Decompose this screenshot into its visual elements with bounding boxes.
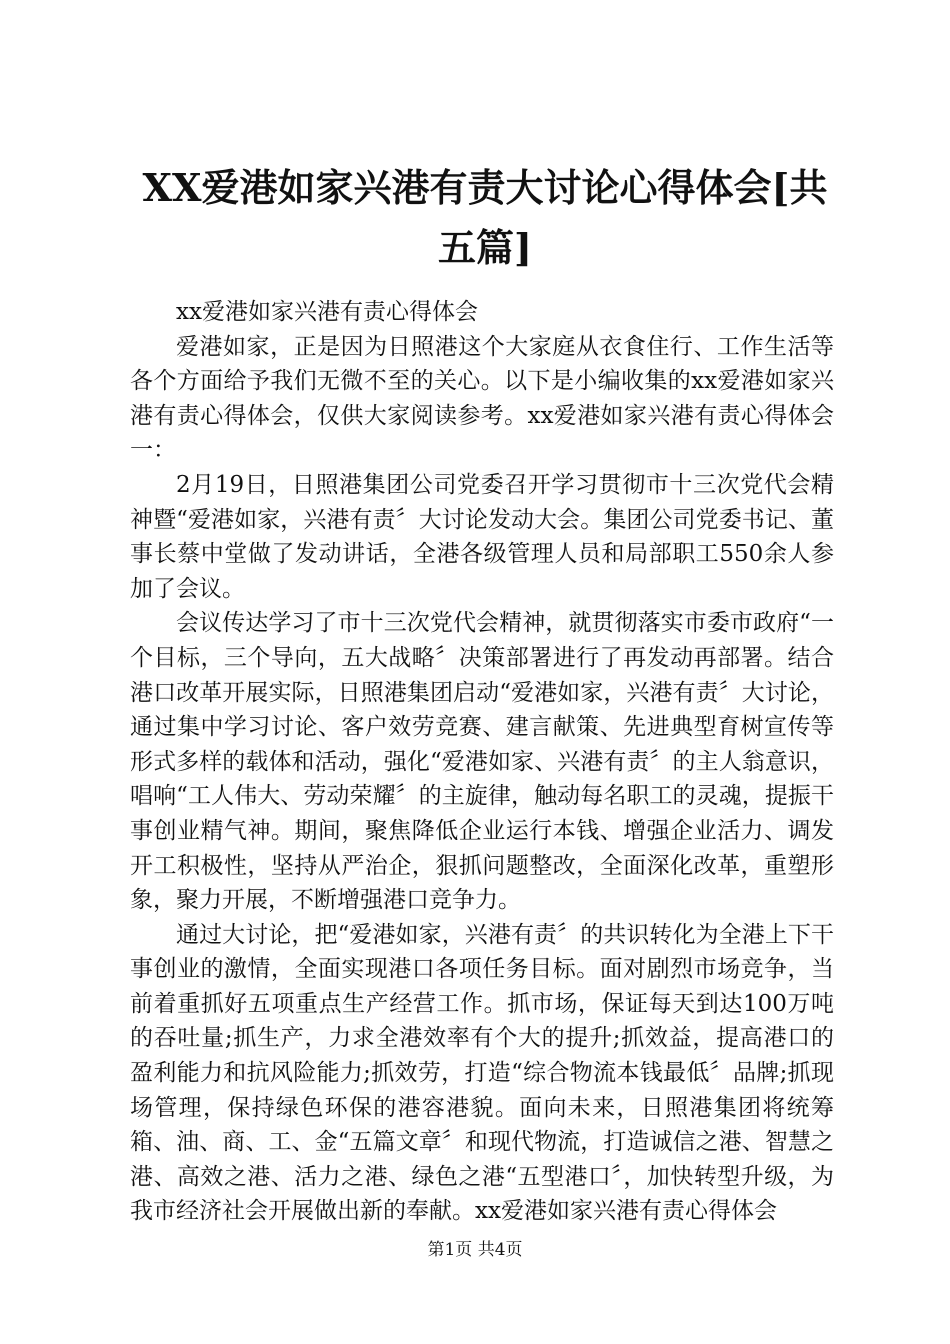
discussion-paragraph: 通过大讨论，把“爱港如家，兴港有责〞的共识转化为全港上下干事创业的激情，全面实现港口各项任务目标。面对剧烈市场竞争，当前着重抓好五项重点生产经营工作。抓市场，保证每天到达100万吨的吞吐量;抓生产，力求全港效率有个大的提升;抓效益，提高港口的盈利能力和抗风险能力;抓效劳，打造“综合物流本钱最低〞品牌;抓现场管理，保持绿色环保的港容港貌。面向未来，日照港集团将统筹箱、油、商、工、金“五篇文章〞和现代物流，打造诚信之港、智慧之港、高效之港、活力之港、绿色之港“五型港口〞，加快转型升级，为我市经济社会开展做出新的奉献。xx爱港如家兴港有责心得体会 [130, 921, 834, 1225]
subtitle-paragraph: xx爱港如家兴港有责心得体会 [176, 299, 478, 325]
document-title: XX爱港如家兴港有责大讨论心得体会[共五篇] [142, 165, 828, 270]
meeting-paragraph: 2月19日，日照港集团公司党委召开学习贯彻市十三次党代会精神暨“爱港如家，兴港有责〞大讨论发动大会。集团公司党委书记、董事长蔡中堂做了发动讲话，全港各级管理人员和局部职工550余人参加了会议。 [130, 471, 834, 602]
page-footer: 第1页 共4页 [427, 1240, 523, 1260]
intro-paragraph: 爱港如家，正是因为日照港这个大家庭从衣食住行、工作生活等各个方面给予我们无微不至的关心。以下是小编收集的xx爱港如家兴港有责心得体会，仅供大家阅读参考。xx爱港如家兴港有责心得体会一： [130, 333, 834, 464]
conference-paragraph: 会议传达学习了市十三次党代会精神，就贯彻落实市委市政府“一个目标，三个导向，五大战略〞决策部署进行了再发动再部署。结合港口改革开展实际，日照港集团启动“爱港如家，兴港有责〞大讨论，通过集中学习讨论、客户效劳竞赛、建言献策、先进典型育树宣传等形式多样的载体和活动，强化“爱港如家、兴港有责〞的主人翁意识，唱响“工人伟大、劳动荣耀〞的主旋律，触动每名职工的灵魂，提振干事创业精气神。期间，聚焦降低企业运行本钱、增强企业活力、调发开工积极性，坚持从严治企，狠抓问题整改，全面深化改革，重塑形象，聚力开展，不断增强港口竞争力。 [130, 610, 834, 914]
document-body [130, 295, 834, 1229]
